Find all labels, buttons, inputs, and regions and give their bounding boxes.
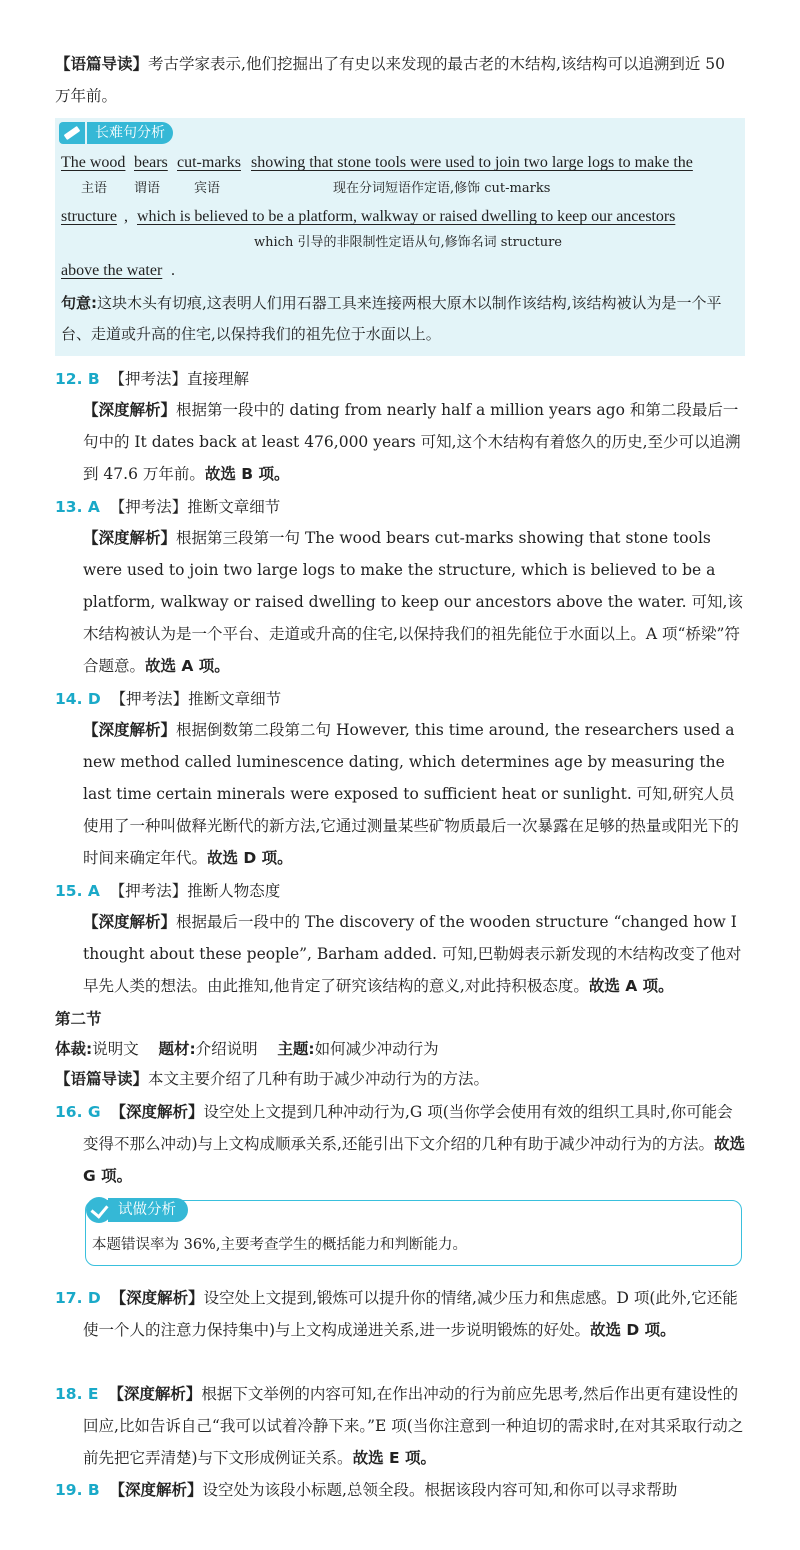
genre-value: 说明文 bbox=[92, 1040, 139, 1058]
question-13 bbox=[55, 492, 745, 682]
q17-number: 17. D bbox=[55, 1289, 101, 1307]
q14-tag: 【深度解析】 bbox=[83, 721, 177, 739]
question-18 bbox=[55, 1378, 745, 1474]
q12-analysis: 根据第一段中的 dating from nearly half a million years ago 和第二段最后一句中的 It dates back at least 476,000 years 可知,这个木结构有着悠久的历史,至少可以追溯到 47.6 万年前。 bbox=[83, 401, 741, 483]
theme-label: 主题: bbox=[277, 1040, 315, 1058]
trial-label bbox=[86, 1197, 198, 1223]
q15-answer: 故选 A 项。 bbox=[588, 977, 674, 995]
object-word: cut-marks bbox=[177, 154, 241, 171]
analysis-label-text: 长难句分析 bbox=[87, 122, 173, 144]
q15-number: 15. A bbox=[55, 882, 100, 900]
q18-answer: 故选 E 项。 bbox=[352, 1449, 436, 1467]
q13-method: 【押考法】推断文章细节 bbox=[109, 498, 281, 516]
question-17 bbox=[55, 1282, 745, 1346]
q17-analysis: 设空处上文提到,锻炼可以提升你的情绪,减少压力和焦虑感。D 项(此外,它还能使一个人的注意力保持集中)与上文构成递进关系,进一步说明锻炼的好处。 bbox=[83, 1289, 738, 1339]
structure-word: structure bbox=[61, 208, 117, 225]
participle-annotation: 现在分词短语作定语,修饰 cut-marks bbox=[333, 181, 551, 196]
sentence-analysis-box bbox=[55, 118, 745, 356]
q13-analysis: 根据第三段第一句 The wood bears cut-marks showing that stone tools were used to join two large logs to make the structure, which is believed to be a platform, walkway or raised dwelling to keep our ancestors above the water. 可知,该木结构被认为是一个平台、走道或升高的住宅,以保持我们的祖先能位于水面以上。A 项“桥梁”符合题意。 bbox=[83, 529, 743, 675]
comma: , bbox=[124, 208, 128, 225]
question-16 bbox=[55, 1096, 745, 1192]
q12-answer: 故选 B 项。 bbox=[204, 465, 290, 483]
q13-answer: 故选 A 项。 bbox=[145, 657, 230, 675]
q19-analysis: 设空处为该段小标题,总领全段。根据该段内容可知,和你可以寻求帮助 bbox=[202, 1481, 678, 1499]
genre-label: 体裁: bbox=[55, 1040, 93, 1058]
question-19 bbox=[55, 1474, 745, 1506]
predicate-annotation: 谓语 bbox=[134, 181, 161, 196]
intro-text: 考古学家表示,他们挖掘出了有史以来发现的最古老的木结构,该结构可以追溯到近 50 万年前。 bbox=[55, 55, 726, 105]
q13-tag: 【深度解析】 bbox=[83, 529, 177, 547]
q15-analysis: 根据最后一段中的 The discovery of the wooden structure “changed how I thought about these people”, Barham added. 可知,巴勒姆表示新发现的木结构改变了他对早先人类的想法。由此推知,他肯定了研究该结构的意义,对此持积极态度。 bbox=[83, 913, 742, 995]
q19-number: 19. B bbox=[55, 1481, 100, 1499]
q16-tag: 【深度解析】 bbox=[110, 1103, 204, 1121]
passage-intro bbox=[55, 48, 745, 112]
subject-annotation: 主语 bbox=[81, 181, 108, 196]
participle-phrase: showing that stone tools were used to join two large logs to make the bbox=[251, 154, 693, 171]
topic-label: 题材: bbox=[158, 1040, 196, 1058]
q12-method: 【押考法】直接理解 bbox=[109, 370, 250, 388]
check-icon bbox=[86, 1197, 112, 1223]
subject-phrase: The wood bbox=[61, 154, 126, 171]
question-15 bbox=[55, 876, 745, 1002]
relative-clause: which is believed to be a platform, walkway or raised dwelling to keep our ancestors bbox=[137, 208, 676, 225]
section-2-intro-text: 本文主要介绍了几种有助于减少冲动行为的方法。 bbox=[148, 1070, 490, 1088]
period: . bbox=[171, 262, 175, 279]
q19-tag: 【深度解析】 bbox=[109, 1481, 203, 1499]
meaning-label: 句意: bbox=[61, 294, 97, 312]
q17-answer: 故选 D 项。 bbox=[589, 1321, 676, 1339]
trial-text: 本题错误率为 36%,主要考查学生的概括能力和判断能力。 bbox=[92, 1237, 467, 1253]
q14-answer: 故选 D 项。 bbox=[207, 849, 293, 867]
analysis-label bbox=[59, 122, 177, 144]
sentence-meaning bbox=[61, 288, 741, 350]
q14-method: 【押考法】推断文章细节 bbox=[110, 690, 282, 708]
q18-tag: 【深度解析】 bbox=[108, 1385, 202, 1403]
object-annotation: 宾语 bbox=[194, 181, 221, 196]
predicate-word: bears bbox=[134, 154, 168, 171]
q17-tag: 【深度解析】 bbox=[110, 1289, 204, 1307]
section-2-title: 第二节 bbox=[55, 1010, 102, 1028]
question-12 bbox=[55, 364, 745, 490]
q18-number: 18. E bbox=[55, 1385, 99, 1403]
section-2-intro bbox=[55, 1064, 745, 1094]
section-2-meta bbox=[55, 1034, 745, 1064]
q18-analysis: 根据下文举例的内容可知,在作出冲动的行为前应先思考,然后作出更有建设性的回应,比如告诉自己“我可以试着冷静下来。”E 项(当你注意到一种迫切的需求时,在对其采取行动之前先把它弄清楚)与下文形成例证关系。 bbox=[83, 1385, 744, 1467]
trial-analysis-box bbox=[85, 1200, 742, 1266]
clause-annotation: which 引导的非限制性定语从句,修饰名词 structure bbox=[254, 235, 562, 250]
q14-analysis: 根据倒数第二段第二句 However, this time around, the researchers used a new method called luminescence dating, which determines age by measuring the last time certain minerals were exposed to sufficient heat or sunlight. 可知,研究人员使用了一种叫做释光断代的新方法,它通过测量某些矿物质最后一次暴露在足够的热量或阳光下的时间来确定年代。 bbox=[83, 721, 739, 867]
clause-end: above the water bbox=[61, 262, 163, 279]
pen-icon bbox=[59, 122, 85, 144]
q16-answer: 故选 G 项。 bbox=[83, 1135, 745, 1185]
question-14 bbox=[55, 684, 745, 874]
q12-tag: 【深度解析】 bbox=[83, 401, 177, 419]
theme-value: 如何减少冲动行为 bbox=[314, 1040, 439, 1058]
meaning-text: 这块木头有切痕,这表明人们用石器工具来连接两根大原木以制作该结构,该结构被认为是一个平台、走道或升高的住宅,以保持我们的祖先位于水面以上。 bbox=[61, 294, 722, 343]
topic-value: 介绍说明 bbox=[195, 1040, 258, 1058]
q15-tag: 【深度解析】 bbox=[83, 913, 177, 931]
q12-number: 12. B bbox=[55, 370, 100, 388]
q14-number: 14. D bbox=[55, 690, 101, 708]
section-2-intro-tag: 【语篇导读】 bbox=[55, 1070, 149, 1088]
q16-number: 16. G bbox=[55, 1103, 101, 1121]
q15-method: 【押考法】推断人物态度 bbox=[109, 882, 281, 900]
trial-label-text: 试做分析 bbox=[108, 1198, 188, 1222]
q16-analysis: 设空处上文提到几种冲动行为,G 项(当你学会使用有效的组织工具时,你可能会变得不那么冲动)与上文构成顺承关系,还能引出下文介绍的几种有助于减少冲动行为的方法。 bbox=[83, 1103, 733, 1153]
intro-tag: 【语篇导读】 bbox=[55, 55, 149, 73]
q13-number: 13. A bbox=[55, 498, 100, 516]
